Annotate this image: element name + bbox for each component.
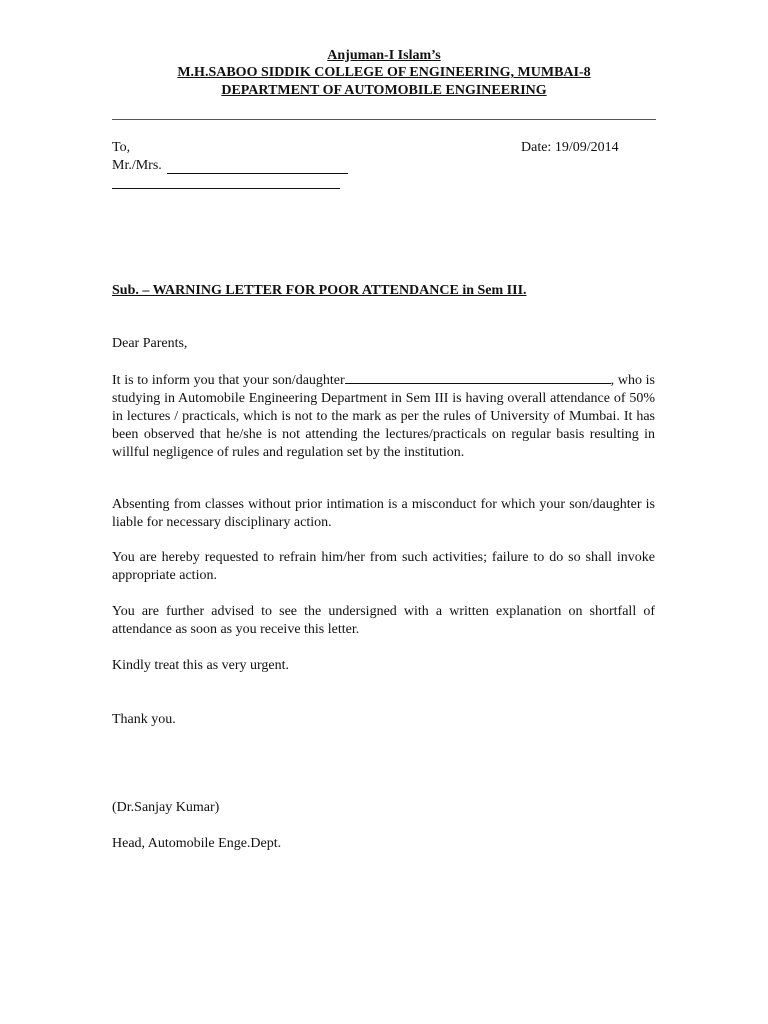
- greeting: Dear Parents,: [112, 336, 188, 351]
- signatory-title: Head, Automobile Enge.Dept.: [112, 836, 282, 851]
- paragraph-1-end: , who is studying in Automobile Engineering Department in Sem III is having overall attendance of 50% in lectures / practicals, which is not to the mark as per the rules of University of Mumbai. It has been observed that he/she is not attending the lectures/practicals on regular basis resulting in willful negligence of rules and regulation set by the institution.: [112, 373, 655, 460]
- body-paragraph-1: [112, 371, 655, 462]
- college-name: M.H.SABOO SIDDIK COLLEGE OF ENGINEERING, MUMBAI-8: [177, 65, 591, 80]
- body-paragraph-4: You are further advised to see the undersigned with a written explanation on shortfall of attendance as soon as you receive this letter.: [112, 604, 655, 637]
- letter-date: Date: 19/09/2014: [521, 140, 619, 155]
- body-paragraph-3: You are hereby requested to refrain him/her from such activities; failure to do so shall invoke appropriate action.: [112, 550, 655, 583]
- recipient-name-blank: [167, 173, 348, 174]
- recipient-title: Mr./Mrs.: [112, 158, 162, 173]
- recipient-to: To,: [112, 140, 131, 155]
- signatory-name: (Dr.Sanjay Kumar): [112, 800, 220, 815]
- header-divider: [112, 119, 656, 120]
- recipient-address-blank: [112, 188, 340, 189]
- letter-subject: Sub. – WARNING LETTER FOR POOR ATTENDANCE in Sem III.: [112, 283, 527, 298]
- closing-line: Thank you.: [112, 712, 176, 727]
- paragraph-1-start: It is to inform you that your son/daughter: [112, 373, 345, 388]
- student-name-blank: [345, 371, 611, 384]
- department-name: DEPARTMENT OF AUTOMOBILE ENGINEERING: [221, 83, 547, 98]
- body-paragraph-2: Absenting from classes without prior intimation is a misconduct for which your son/daughter is liable for necessary disciplinary action.: [112, 497, 655, 530]
- body-paragraph-5: Kindly treat this as very urgent.: [112, 658, 290, 673]
- institution-name: Anjuman-I Islam’s: [327, 48, 441, 63]
